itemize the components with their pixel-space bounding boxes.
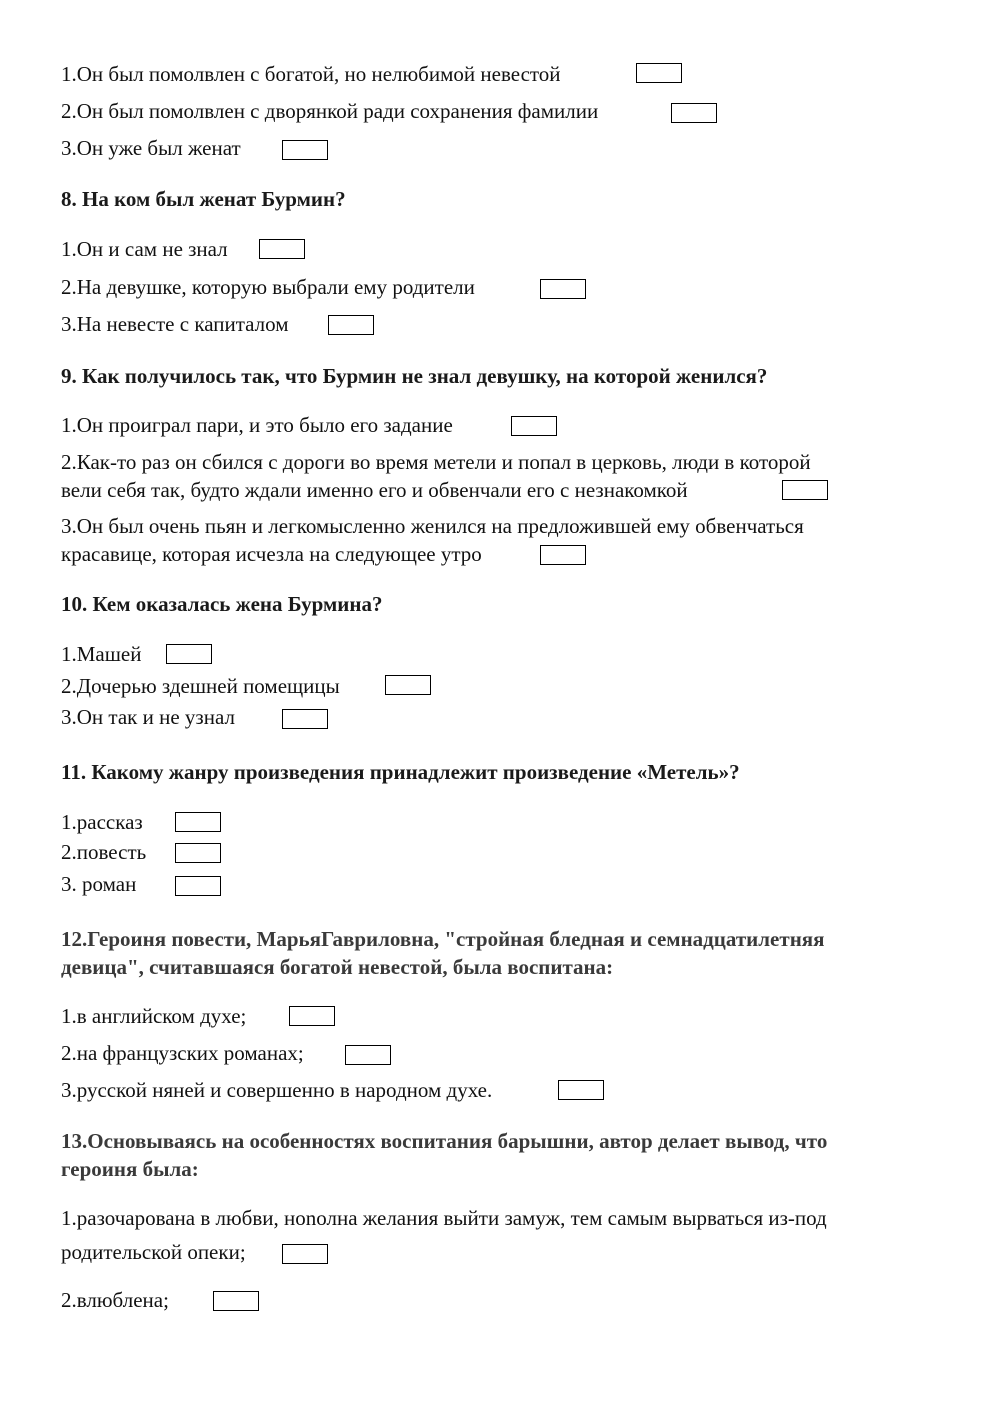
q8-option-1-checkbox[interactable] [259, 239, 305, 259]
q7-option-3-checkbox[interactable] [282, 140, 328, 160]
q9-title: 9. Как получилось так, что Бурмин не знал девушку, на которой женился? [61, 364, 768, 388]
q9-option-3-line-1: 3.Он был очень пьян и легкомысленно женился на предложившей ему обвенчаться [61, 514, 804, 538]
q12-option-1-checkbox[interactable] [289, 1006, 335, 1026]
q13-option-1-line-1: 1.разочарована в любви, ноnолна желания выйти замуж, тем самым вырваться из-под [61, 1206, 827, 1230]
q10-option-1-text: 1.Машей [61, 642, 142, 666]
q11-option-3-checkbox[interactable] [175, 876, 221, 896]
q8-title: 8. На ком был женат Бурмин? [61, 187, 346, 211]
q8-option-3-checkbox[interactable] [328, 315, 374, 335]
q8-option-3-text: 3.На невесте с капиталом [61, 312, 289, 336]
q8-option-1-text: 1.Он и сам не знал [61, 237, 228, 261]
q13-title-line-2: героиня была: [61, 1157, 199, 1181]
q8-option-2-checkbox[interactable] [540, 279, 586, 299]
q10-title: 10. Кем оказалась жена Бурмина? [61, 592, 383, 616]
q12-option-1-text: 1.в английском духе; [61, 1004, 247, 1028]
q10-option-3-checkbox[interactable] [282, 709, 328, 729]
q9-option-3-checkbox[interactable] [540, 545, 586, 565]
q10-option-2-text: 2.Дочерью здешней помещицы [61, 674, 340, 698]
q8-option-2-text: 2.На девушке, которую выбрали ему родители [61, 275, 475, 299]
q11-title: 11. Какому жанру произведения принадлежит произведение «Метель»? [61, 760, 740, 784]
q12-option-2-text: 2.на французских романах; [61, 1041, 304, 1065]
q11-option-2-checkbox[interactable] [175, 843, 221, 863]
q9-option-1-checkbox[interactable] [511, 416, 557, 436]
q12-title-line-1: 12.Героиня повести, МарьяГавриловна, "стройная бледная и семнадцатилетняя [61, 927, 825, 951]
q7-option-1-text: 1.Он был помолвлен с богатой, но нелюбимой невестой [61, 62, 561, 86]
q12-option-3-text: 3.русской няней и совершенно в народном духе. [61, 1078, 493, 1102]
q7-option-1-checkbox[interactable] [636, 63, 682, 83]
q10-option-3-text: 3.Он так и не узнал [61, 705, 235, 729]
q13-option-2-checkbox[interactable] [213, 1291, 259, 1311]
q11-option-2-text: 2.повесть [61, 840, 147, 864]
q12-option-2-checkbox[interactable] [345, 1045, 391, 1065]
q13-option-2-text: 2.влюблена; [61, 1288, 169, 1312]
q10-option-2-checkbox[interactable] [385, 675, 431, 695]
q9-option-2-line-2: вели себя так, будто ждали именно его и обвенчали его с незнакомкой [61, 478, 688, 502]
q9-option-2-checkbox[interactable] [782, 480, 828, 500]
q9-option-3-line-2: красавице, которая исчезла на следующее утро [61, 542, 482, 566]
q11-option-3-text: 3. роман [61, 872, 137, 896]
q11-option-1-text: 1.рассказ [61, 810, 143, 834]
q7-option-2-text: 2.Он был помолвлен с дворянкой ради сохранения фамилии [61, 99, 599, 123]
q9-option-1-text: 1.Он проиграл пари, и это было его задание [61, 413, 453, 437]
q13-option-1-checkbox[interactable] [282, 1244, 328, 1264]
q7-option-2-checkbox[interactable] [671, 103, 717, 123]
q10-option-1-checkbox[interactable] [166, 644, 212, 664]
q13-option-1-line-2: родительской опеки; [61, 1240, 246, 1264]
q7-option-3-text: 3.Он уже был женат [61, 136, 241, 160]
q9-option-2-line-1: 2.Как-то раз он сбился с дороги во время метели и попал в церковь, люди в которой [61, 450, 811, 474]
q13-title-line-1: 13.Основываясь на особенностях воспитания барышни, автор делает вывод, что [61, 1129, 828, 1153]
q12-title-line-2: девица", считавшаяся богатой невестой, была воспитана: [61, 955, 614, 979]
q11-option-1-checkbox[interactable] [175, 812, 221, 832]
q12-option-3-checkbox[interactable] [558, 1080, 604, 1100]
